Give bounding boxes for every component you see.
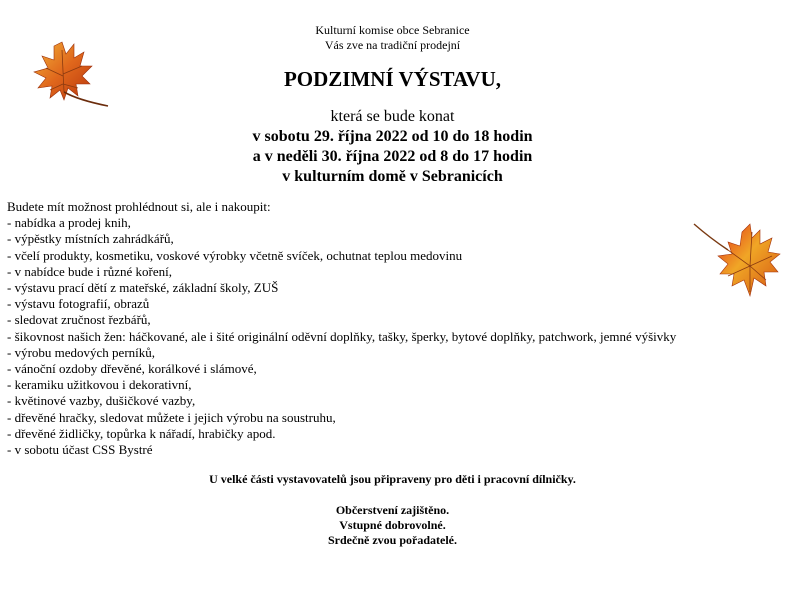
list-item: - dřevěné židličky, topůrka k nářadí, hrabičky apod. <box>7 425 276 441</box>
refreshments-note: Občerstvení zajištěno. <box>335 503 450 517</box>
list-item: - v sobotu účast CSS Bystré <box>7 442 153 458</box>
list-item: - výrobu medových perníků, <box>7 344 156 360</box>
list-item: - výpěstky místních zahrádkářů, <box>7 231 174 247</box>
entry-note: Vstupné dobrovolné. <box>339 518 446 532</box>
event-date-saturday: v sobotu 29. října 2022 od 10 do 18 hodin <box>252 128 533 145</box>
list-item: - vánoční ozdoby dřevěné, korálkové i slámové, <box>7 361 257 377</box>
welcome-note: Srdečně zvou pořadatelé. <box>328 533 457 547</box>
workshops-note: U velké části vystavovatelů jsou připraveny pro děti i pracovní dílničky. <box>209 472 576 486</box>
list-item: - výstavu fotografií, obrazů <box>7 296 150 312</box>
invite-line: Vás zve na tradiční prodejní <box>324 38 461 52</box>
list-item: - včelí produkty, kosmetiku, voskové výrobky včetně svíček, ochutnat teplou medovinu <box>7 247 463 263</box>
list-item: - sledovat zručnost řezbářů, <box>7 312 151 328</box>
list-item: - výstavu prací dětí z mateřské, základní školy, ZUŠ <box>7 280 279 296</box>
organizer-line: Kulturní komise obce Sebranice <box>315 23 470 37</box>
page-title: PODZIMNÍ VÝSTAVU, <box>283 67 502 91</box>
list-item: - květinové vazby, dušičkové vazby, <box>7 393 196 409</box>
list-item: - nabídka a prodej knih, <box>7 215 131 231</box>
event-intro: která se bude konat <box>330 108 455 125</box>
list-item: - keramiku užitkovou i dekorativní, <box>7 377 192 393</box>
list-item: - v nabídce bude i různé koření, <box>7 263 172 279</box>
offer-list <box>7 199 676 458</box>
list-item: - šikovnost našich žen: háčkované, ale i šité originální oděvní doplňky, tašky, šperky, bytové doplňky, patchwork, jemné výšivky <box>7 328 677 344</box>
autumn-leaf-icon <box>692 220 784 302</box>
event-venue: v kulturním domě v Sebranicích <box>282 168 503 185</box>
list-item: - dřevěné hračky, sledovat můžete i jejich výrobu na soustruhu, <box>7 409 336 425</box>
event-date-sunday: a v neděli 30. října 2022 od 8 do 17 hodin <box>252 148 533 165</box>
offer-list-intro: Budete mít možnost prohlédnout si, ale i nakoupit: <box>7 199 271 214</box>
